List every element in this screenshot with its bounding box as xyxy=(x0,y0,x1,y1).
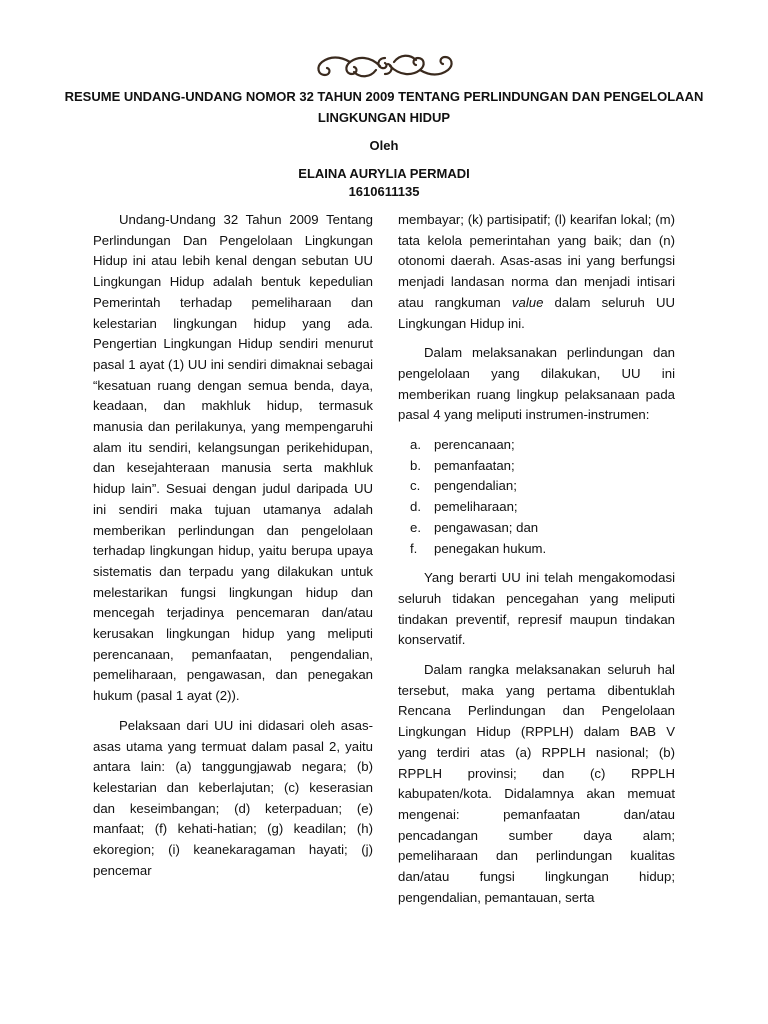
list-item xyxy=(398,476,675,497)
list-marker: f. xyxy=(410,540,418,556)
list-marker: e. xyxy=(410,519,421,535)
paragraph-scope: Dalam melaksanakan perlindungan dan pengelolaan yang dilakukan, UU ini memberikan ruang lingkup pelaksanaan pada pasal 4 yang meliputi instrumen-instrumen: xyxy=(398,345,675,423)
right-column xyxy=(398,210,675,909)
italic-term: value xyxy=(511,294,544,310)
list-item xyxy=(398,539,675,560)
list-marker: a. xyxy=(410,437,421,453)
document-header xyxy=(40,86,728,199)
list-item-text: pemeliharaan; xyxy=(434,499,518,515)
continued-text-before: membayar; (k) partisipatif; (l) kearifan lokal; (m) tata kelola pemerintahan yang baik; dan (n) otonomi daerah. Asas-asas ini yang berfungsi menjadi landasan norma dan menjadi intisari atau rangkuman xyxy=(398,212,675,310)
list-marker: c. xyxy=(410,478,421,494)
list-item-text: pemanfaatan; xyxy=(434,457,515,473)
byline-label: Oleh xyxy=(369,138,399,153)
list-marker: d. xyxy=(410,499,421,515)
paragraph-definition: Undang-Undang 32 Tahun 2009 Tentang Perlindungan Dan Pengelolaan Lingkungan Hidup ini atau lebih kenal dengan sebutan UU Lingkungan Hidup adalah bentuk kepedulian Pemerintah terhadap pemeliharaan dan kelestarian lingkungan hidup yang ada. Pengertian Lingkungan Hidup sendiri menurut pasal 1 ayat (1) UU ini sendiri dimaknai sebagai “kesatuan ruang dengan semua benda, daya, keadaan, dan makhluk hidup, termasuk manusia dan perilakunya, yang mempengaruhi alam itu sendiri, kelangsungan perikehidupan, dan kesejahteraan manusia serta makhluk hidup lain”. Sesuai dengan judul daripada UU ini sendiri maka tujuan utamanya adalah memberikan perlindungan dan pengelolaan terhadap lingkungan hidup, yaitu berupa upaya sistematis dan terpadu yang dilakukan untuk melestarikan fungsi lingkungan hidup dan mencegah terjadinya pencemaran dan/atau kerusakan lingkungan hidup yang meliputi perencanaan, pemanfaatan, pengendalian, pemeliharaan, pengawasan, dan penegakan hukum (pasal 1 ayat (2)). xyxy=(93,212,373,704)
list-item-text: pengendalian; xyxy=(434,478,517,494)
list-item xyxy=(398,518,675,539)
paragraph-principles: Pelaksaan dari UU ini didasari oleh asas-asas utama yang termuat dalam pasal 2, yaitu antara lain: (a) tanggungjawab negara; (b) kelestarian dan keberlajutan; (c) keserasian dan keseimbangan; (d) keterpaduan; (e) manfaat; (f) kehati-hatian; (g) keadilan; (h) ekoregion; (i) keanekaragaman hayati; (j) pencemar xyxy=(93,717,373,878)
paragraph-principles-continued xyxy=(398,210,675,334)
document-title: RESUME UNDANG-UNDANG NOMOR 32 TAHUN 2009 TENTANG PERLINDUNGAN DAN PENGELOLAAN LINGKUNGAN HIDUP xyxy=(64,89,704,125)
author-name: ELAINA AURYLIA PERMADI xyxy=(298,166,470,181)
paragraph-accommodation: Yang berarti UU ini telah mengakomodasi seluruh tidakan pencegahan yang meliputi tindakan preventif, represif maupun tindakan konservatif. xyxy=(398,570,675,648)
list-item-text: pengawasan; dan xyxy=(434,519,539,535)
list-item-text: perencanaan; xyxy=(434,437,515,453)
list-item xyxy=(398,497,675,518)
left-column xyxy=(93,210,373,882)
list-item xyxy=(398,435,675,456)
decorative-flourish-icon xyxy=(310,48,460,84)
list-item-text: penegakan hukum. xyxy=(434,540,547,556)
list-marker: b. xyxy=(410,457,421,473)
continued-text-after: dalam seluruh UU Lingkungan Hidup ini. xyxy=(398,294,675,331)
instrument-list xyxy=(398,435,675,559)
list-item xyxy=(398,456,675,477)
paragraph-rpplh: Dalam rangka melaksanakan seluruh hal tersebut, maka yang pertama dibentuklah Rencana Perlindungan dan Pengelolaan Lingkungan Hidup (RPPLH) dalam BAB V yang terdiri atas (a) RPPLH nasional; (b) RPPLH provinsi; dan (c) RPPLH kabupaten/kota. Didalamnya akan memuat mengenai: pemanfaatan dan/atau pencadangan sumber daya alam; pemeliharaan dan perlindungan kualitas dan/atau fungsi lingkungan hidup; pengendalian, pemantauan, serta xyxy=(398,662,675,905)
student-id: 1610611135 xyxy=(348,184,420,199)
